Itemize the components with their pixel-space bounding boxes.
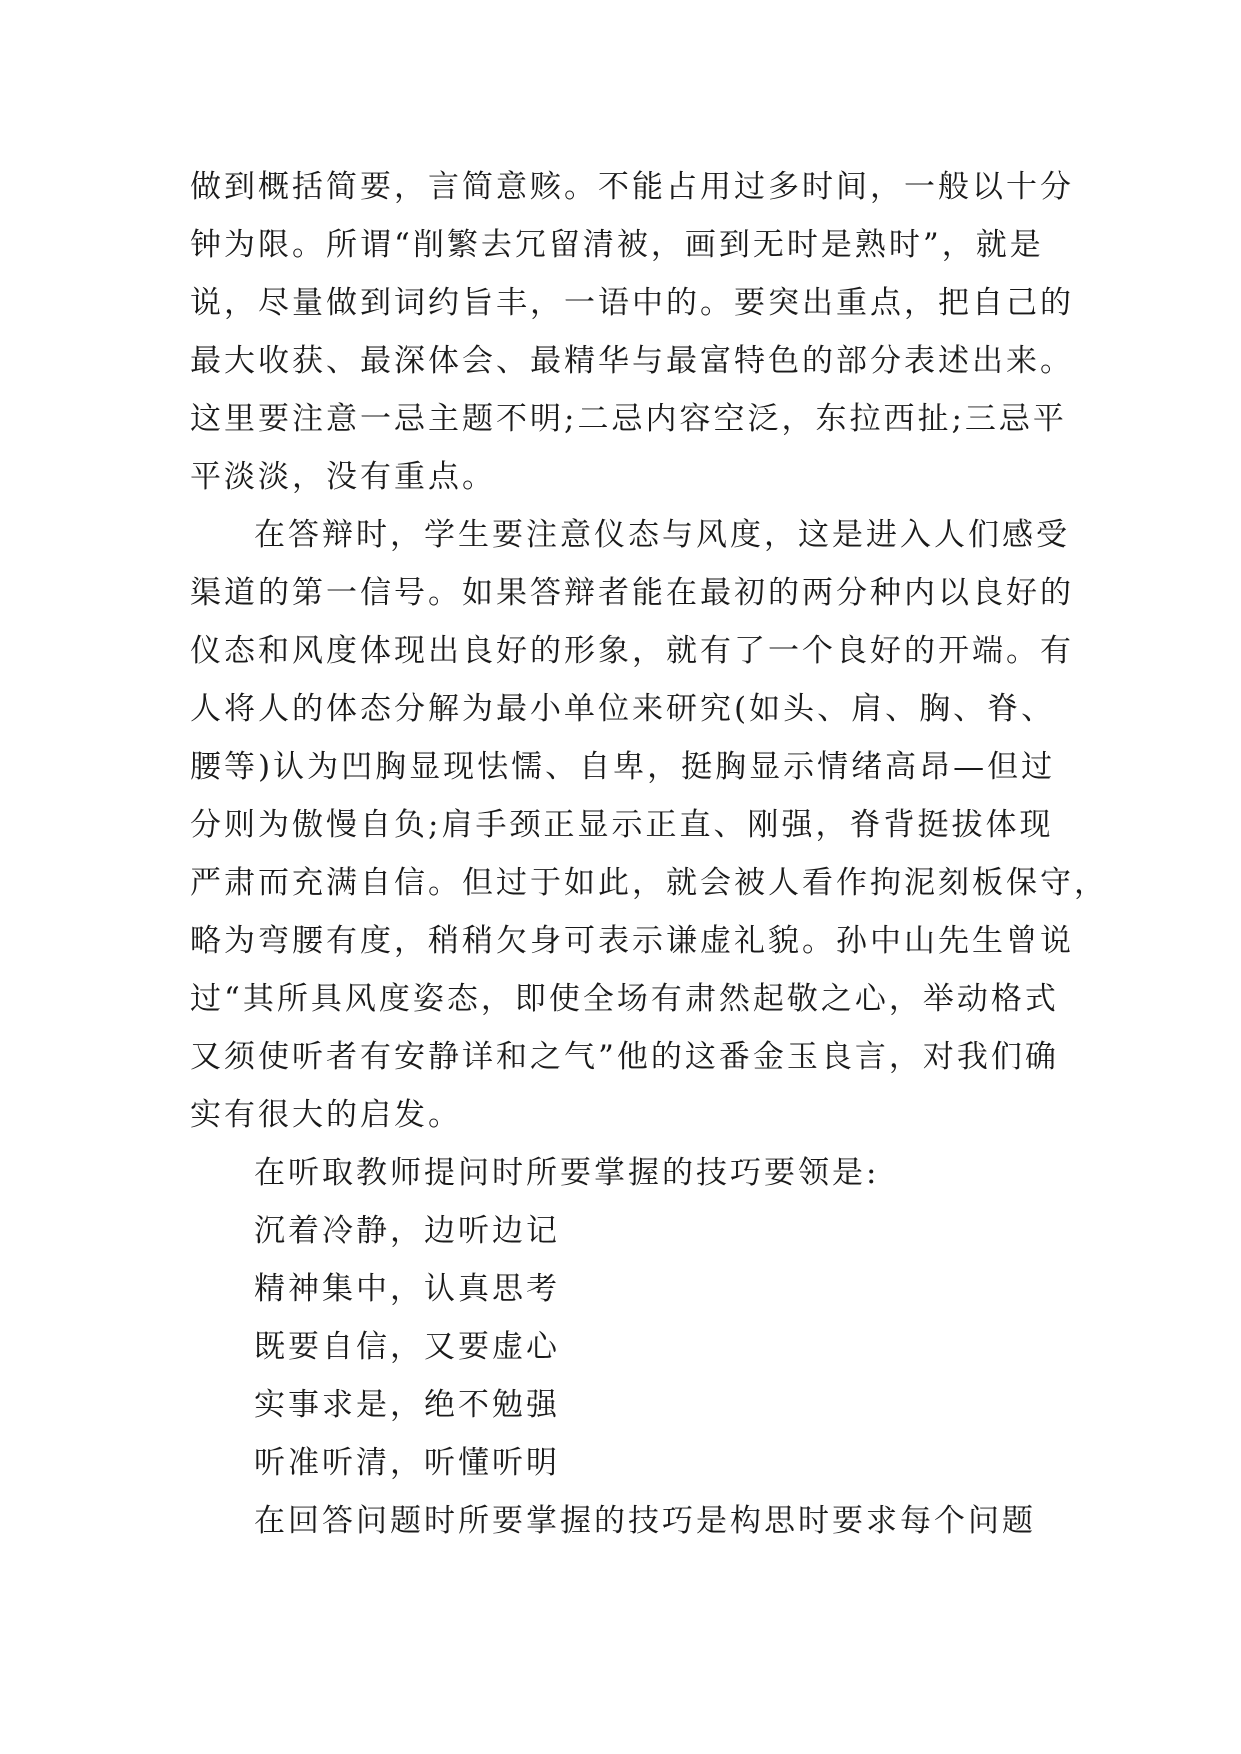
document-body [190,158,1108,1550]
text-line: 既要自信，又要虚心 [254,1329,560,1365]
text-line: 人将人的体态分解为最小单位来研究(如头、肩、胸、脊、 [190,691,1056,727]
text-line: 沉着冷静，边听边记 [254,1213,560,1249]
text-line: 在回答问题时所要掌握的技巧是构思时要求每个问题 [254,1503,1036,1539]
text-line: 在答辩时，学生要注意仪态与风度，这是进入人们感受 [254,517,1070,553]
text-line: 渠道的第一信号。如果答辩者能在最初的两分种内以良好的 [190,575,1074,611]
text-line: 腰等)认为凹胸显现怯懦、自卑，挺胸显示情绪高昂—但过 [190,749,1056,785]
text-line: 做到概括简要，言简意赅。不能占用过多时间，一般以十分 [190,169,1074,205]
text-line: 最大收获、最深体会、最精华与最富特色的部分表述出来。 [190,343,1074,379]
text-line: 听准听清，听懂听明 [254,1445,560,1481]
text-line: 实事求是，绝不勉强 [254,1387,560,1423]
text-line: 分则为傲慢自负;肩手颈正显示正直、刚强，脊背挺拔体现 [190,807,1054,843]
text-line: 又须使听者有安静详和之气”他的这番金玉良言，对我们确 [190,1039,1059,1075]
text-line: 严肃而充满自信。但过于如此，就会被人看作拘泥刻板保守， [190,865,1108,901]
text-line: 说，尽量做到词约旨丰，一语中的。要突出重点，把自己的 [190,285,1074,321]
text-line: 钟为限。所谓“削繁去冗留清被，画到无时是熟时”，就是 [190,227,1044,263]
text-line: 略为弯腰有度，稍稍欠身可表示谦虚礼貌。孙中山先生曾说 [190,923,1074,959]
text-line: 这里要注意一忌主题不明;二忌内容空泛，东拉西扯;三忌平 [190,401,1067,437]
text-line: 在听取教师提问时所要掌握的技巧要领是: [254,1155,880,1191]
text-line: 仪态和风度体现出良好的形象，就有了一个良好的开端。有 [190,633,1074,669]
text-line: 实有很大的启发。 [190,1097,462,1133]
text-line: 过“其所具风度姿态，即使全场有肃然起敬之心，举动格式 [190,981,1059,1017]
text-line: 精神集中，认真思考 [254,1271,560,1307]
text-line: 平淡淡，没有重点。 [190,459,496,495]
